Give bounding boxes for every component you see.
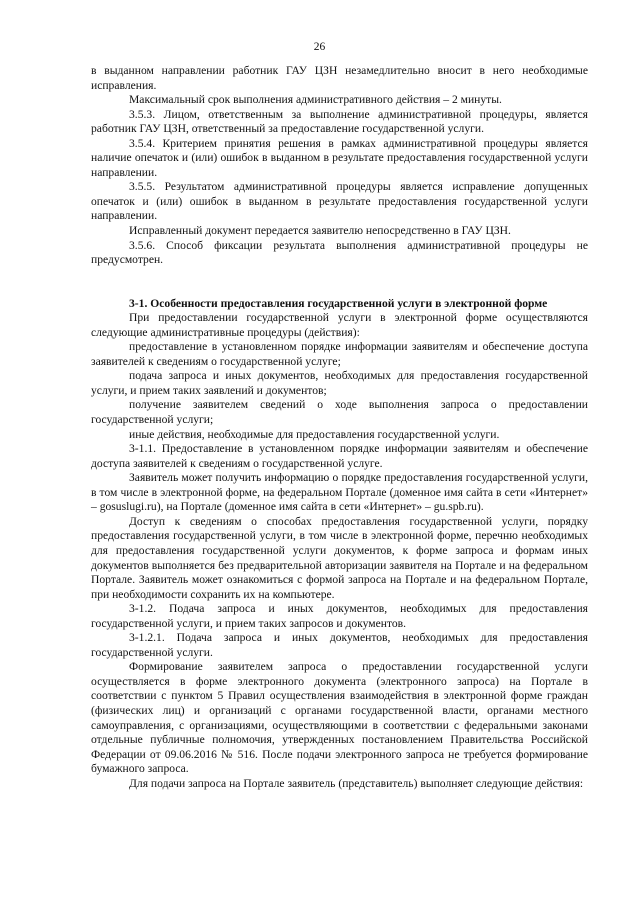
- paragraph: Для подачи запроса на Портале заявитель (представитель) выполняет следующие действия:: [129, 776, 584, 790]
- section-3-5-text: [91, 64, 588, 268]
- paragraph: 3.5.6. Способ фиксации результата выполнения административной процедуры не предусмотрен.: [91, 238, 588, 267]
- paragraph: 3-1.1. Предоставление в установленном порядке информации заявителям и обеспечение доступа заявителей к сведениям о государственной услуге.: [91, 442, 588, 470]
- paragraph: Заявитель может получить информацию о порядке предоставления государственной услуги, в том числе в электронной форме, на федеральном Портале (доменное имя сайта в сети «Интернет» – gosuslugi.ru), на Портале (доменное имя сайта в сети «Интернет» – gu.spb.ru).: [91, 471, 588, 514]
- page-number: 26: [313, 41, 326, 53]
- paragraph: предоставление в установленном порядке информации заявителям и обеспечение доступа заявителей к сведениям о государственной услуге;: [91, 340, 588, 368]
- paragraph: Формирование заявителем запроса о предоставлении государственной услуги осуществляется в форме электронного документа (электронного запроса) на Портале в соответствии с пунктом 5 Правил осуществления взаимодействия в электронной форме граждан (физических лиц) и организаций с органами государственной власти, органами местного самоуправления, с организациями, осуществляющими в соответствии с федеральными законами отдельные публичные полномочия, утвержденных постановлением Правительства Российской Федерации от 09.06.2016 № 516. После подачи электронного запроса не требуется формирование бумажного запроса.: [91, 660, 588, 776]
- document-body: [91, 64, 588, 791]
- paragraph: 3.5.5. Результатом административной процедуры является исправление допущенных опечаток и (или) ошибок в выданном в результате предоставления государственной услуги направлении.: [91, 180, 588, 223]
- paragraph: Доступ к сведениям о способах предоставления государственной услуги, порядку предоставления государственной услуги, в том числе в электронной форме, перечню необходимых для предоставления государственной услуги документов, к форме запроса и формам иных документов выполняется без предварительной авторизации заявителя на Портале и на федеральном Портале. Заявитель может ознакомиться с формой запроса на Портале и на федеральном Портале, при необходимости сохранить их на компьютере.: [91, 514, 588, 601]
- paragraph: 3-1.2.1. Подача запроса и иных документов, необходимых для предоставления государственной услуги.: [91, 631, 588, 659]
- paragraph: получение заявителем сведений о ходе выполнения запроса о предоставлении государственной услуги;: [91, 398, 588, 427]
- paragraph: При предоставлении государственной услуги в электронной форме осуществляются следующие административные процедуры (действия):: [91, 311, 588, 339]
- paragraph: 3.5.4. Критерием принятия решения в рамках административной процедуры является наличие опечаток и (или) ошибок в выданном в результате предоставления государственной услуги направлении.: [91, 136, 588, 179]
- paragraph: 3.5.3. Лицом, ответственным за выполнение административной процедуры, является работник ГАУ ЦЗН, ответственный за предоставление государственной услуги.: [91, 107, 588, 136]
- section-3-1-text: [91, 311, 588, 791]
- paragraph: иные действия, необходимые для предоставления государственной услуги.: [129, 427, 500, 441]
- paragraph: Исправленный документ передается заявителю непосредственно в ГАУ ЦЗН.: [129, 224, 511, 238]
- paragraph: Максимальный срок выполнения административного действия – 2 минуты.: [129, 93, 502, 107]
- section-heading: 3-1. Особенности предоставления государственной услуги в электронной форме: [129, 296, 548, 310]
- section-gap: [91, 268, 588, 297]
- paragraph: 3-1.2. Подача запроса и иных документов, необходимых для предоставления государственной услуги, и прием таких запросов и документов.: [91, 602, 588, 630]
- paragraph: в выданном направлении работник ГАУ ЦЗН незамедлительно вносит в него необходимые исправления.: [91, 64, 588, 92]
- paragraph: подача запроса и иных документов, необходимых для предоставления государственной услуги, и прием таких заявлений и документов;: [91, 369, 588, 397]
